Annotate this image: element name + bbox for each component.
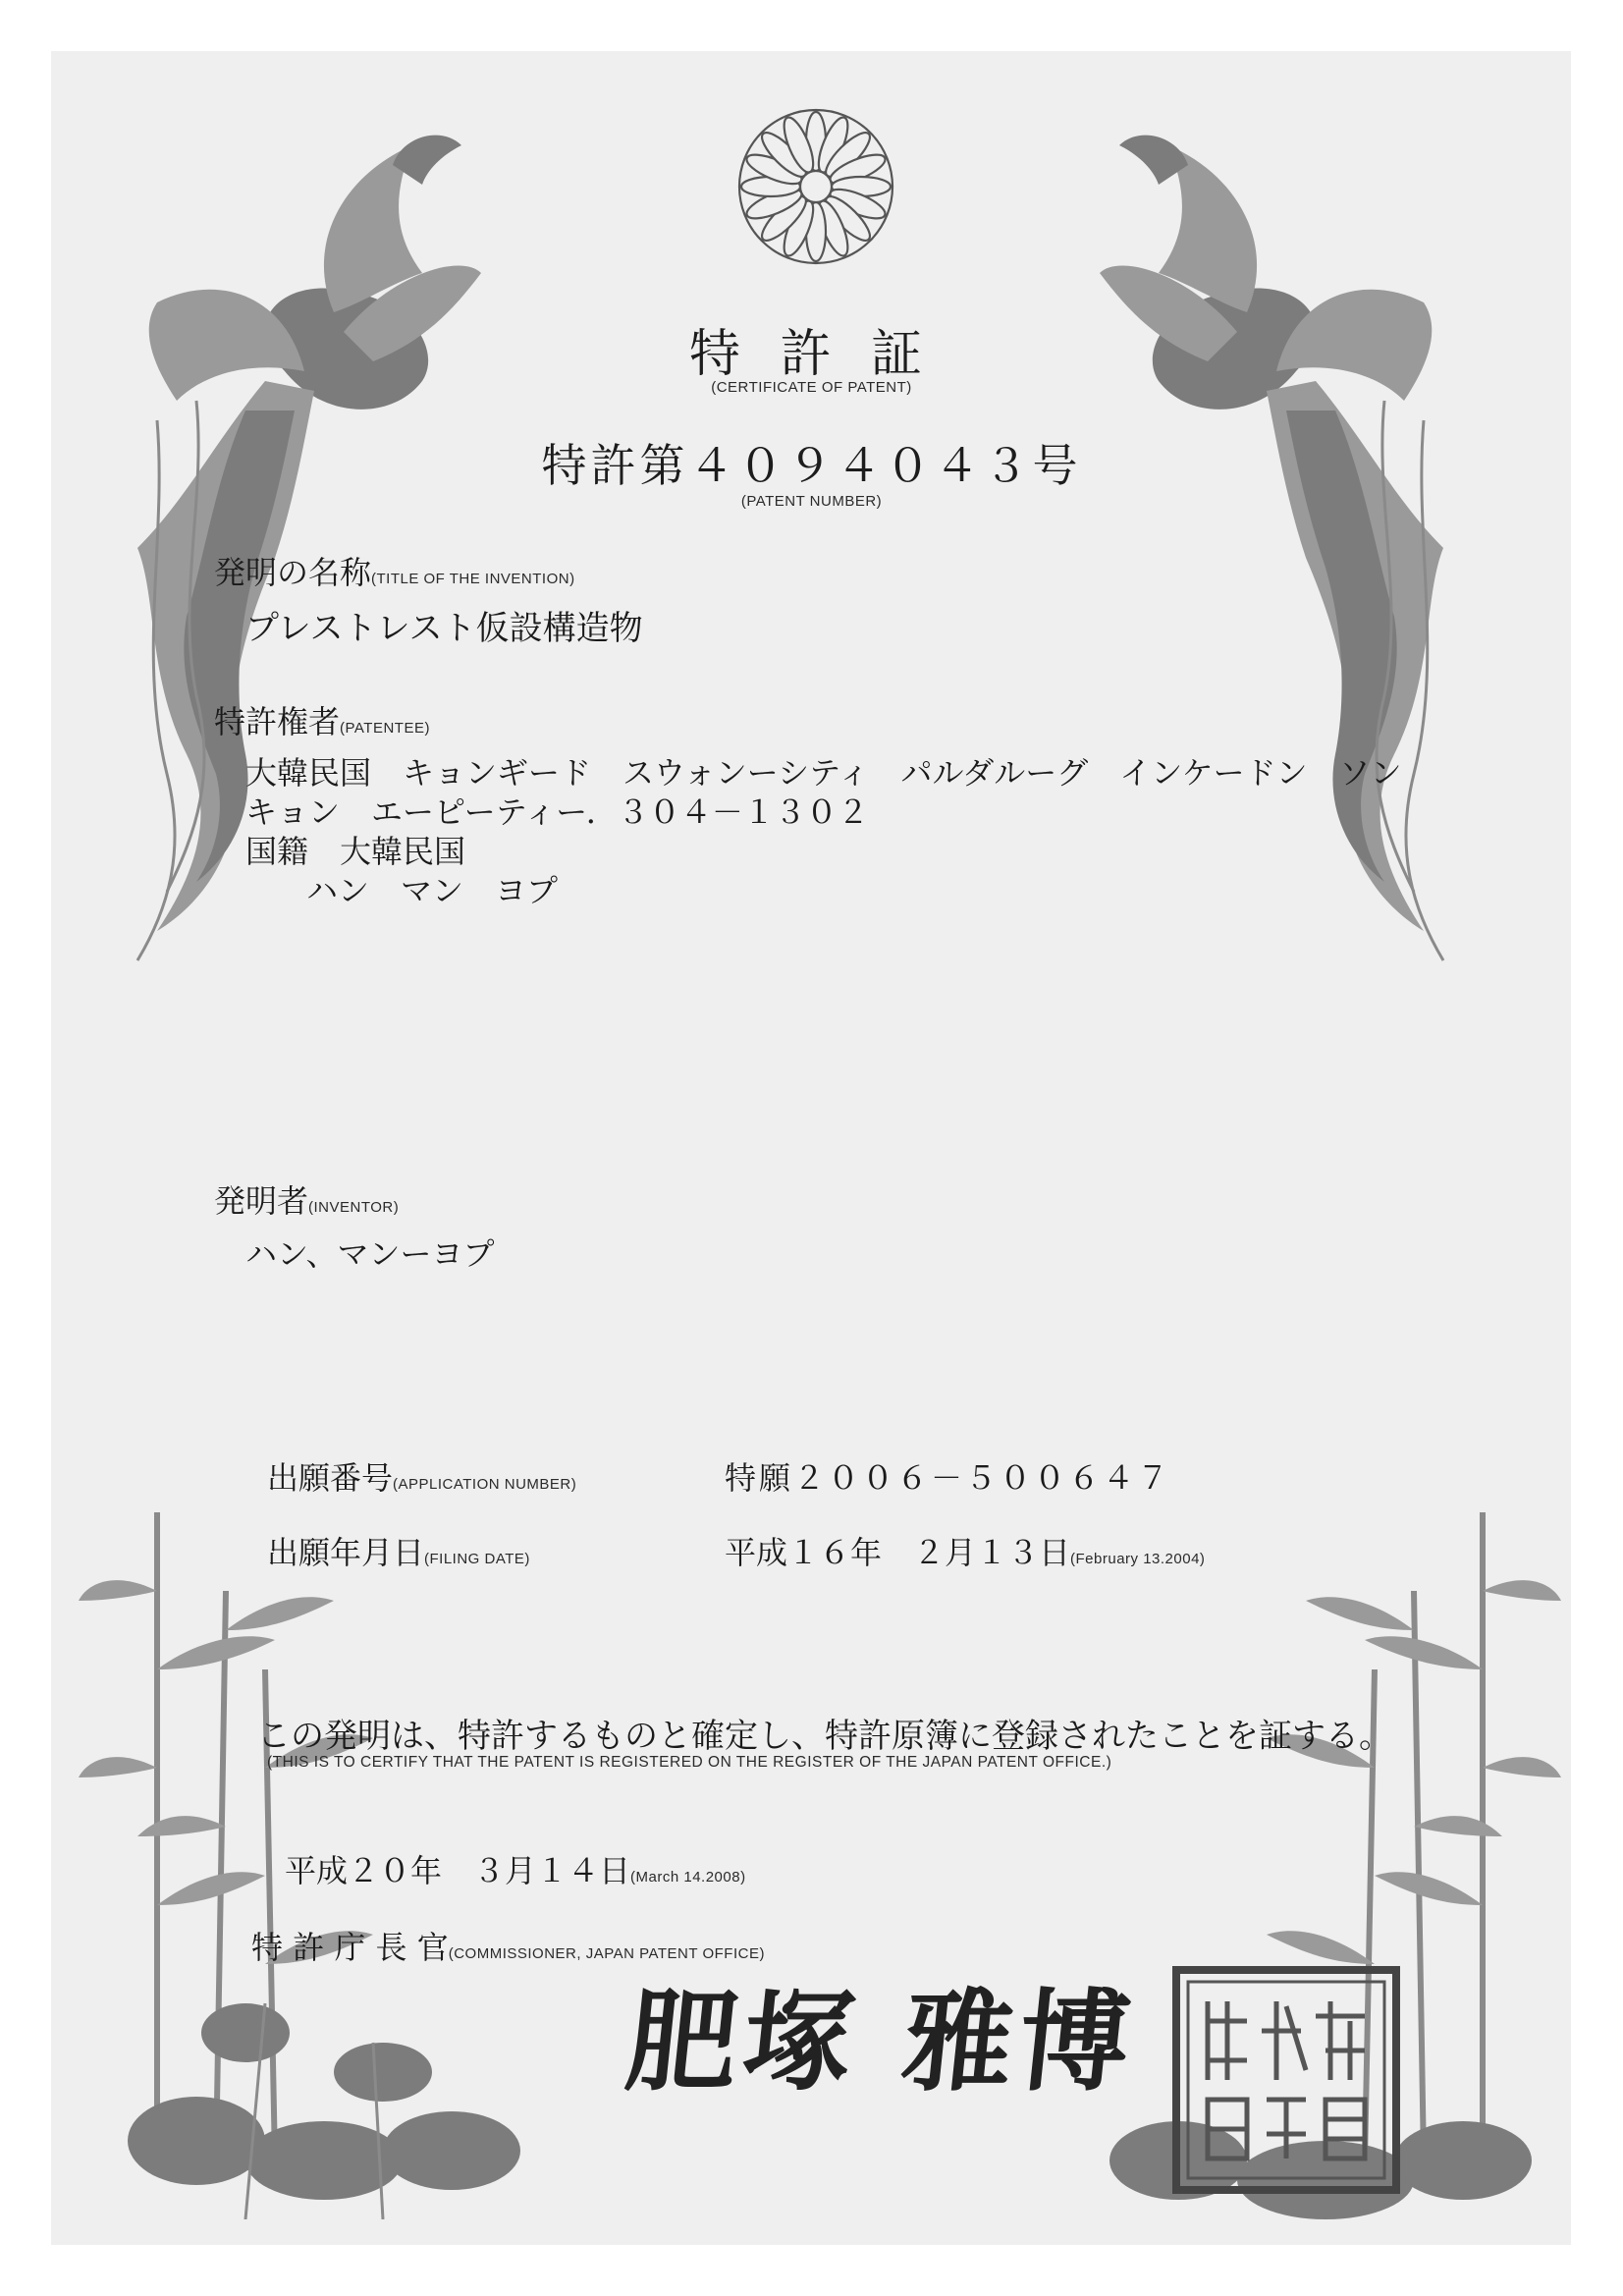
filing-date-label <box>267 1528 530 1573</box>
patentee-label <box>214 697 430 742</box>
commissioner-label-jp: 特 許 庁 長 官 <box>251 1929 449 1966</box>
filing-date-value-en: (February 13.2004) <box>1070 1551 1206 1567</box>
application-number-label-en: (APPLICATION NUMBER) <box>393 1476 577 1493</box>
patentee-nationality: 国籍 大韓民国 <box>245 833 466 870</box>
patent-number-en: (PATENT NUMBER) <box>740 493 883 510</box>
application-number-label-jp: 出願番号 <box>267 1459 394 1497</box>
filing-date-value-jp: 平成１６年 ２月１３日 <box>725 1534 1071 1571</box>
inventor-name: ハン、マンーヨプ <box>245 1235 495 1273</box>
inventor-label <box>214 1176 399 1222</box>
application-number-label <box>267 1453 576 1499</box>
filing-date-label-jp: 出願年月日 <box>267 1534 425 1571</box>
patentee-label-en: (PATENTEE) <box>340 720 430 737</box>
chrysanthemum-crest-icon <box>735 106 896 267</box>
commissioner-label-en: (COMMISSIONER, JAPAN PATENT OFFICE) <box>448 1945 765 1962</box>
inventor-label-jp: 発明者 <box>214 1182 309 1220</box>
patentee-name: ハン マン ヨプ <box>306 872 559 909</box>
certificate-title: 特 許 証 <box>688 325 935 384</box>
issue-date <box>285 1846 746 1891</box>
bottom-left-plants-icon <box>128 1925 579 2219</box>
issue-date-en: (March 14.2008) <box>630 1869 746 1886</box>
certification-statement: この発明は、特許するものと確定し、特許原簿に登録されたことを証する。 <box>257 1717 1392 1756</box>
patentee-label-jp: 特許権者 <box>214 703 341 740</box>
right-phoenix-icon <box>1060 126 1512 970</box>
filing-date-label-en: (FILING DATE) <box>424 1551 530 1567</box>
patentee-address-line2: キョン エーピーティー．３０４－１３０２ <box>245 793 869 831</box>
application-number-value: 特願２００６－５００６４７ <box>725 1459 1172 1497</box>
patentee-address-line1: 大韓民国 キョンギード スウォンーシティ パルダルーグ インケードン ソン <box>245 754 1402 792</box>
filing-date-value <box>725 1528 1205 1573</box>
certification-statement-en: (THIS IS TO CERTIFY THAT THE PATENT IS REGISTERED ON THE REGISTER OF THE JAPAN PATENT OFFICE.) <box>267 1754 1112 1771</box>
certificate-title-en: (CERTIFICATE OF PATENT) <box>711 379 912 396</box>
invention-label-jp: 発明の名称 <box>214 554 372 591</box>
invention-label <box>214 548 575 593</box>
invention-label-en: (TITLE OF THE INVENTION) <box>371 571 575 587</box>
patent-number: 特許第４０９４０４３号 <box>541 439 1082 492</box>
official-seal-icon <box>1168 1962 1404 2198</box>
issue-date-jp: 平成２０年 ３月１４日 <box>285 1852 631 1889</box>
inventor-label-en: (INVENTOR) <box>308 1199 400 1216</box>
invention-title: プレストレスト仮設構造物 <box>245 609 643 648</box>
commissioner-signature: 肥塚 雅博 <box>621 1978 1142 2106</box>
